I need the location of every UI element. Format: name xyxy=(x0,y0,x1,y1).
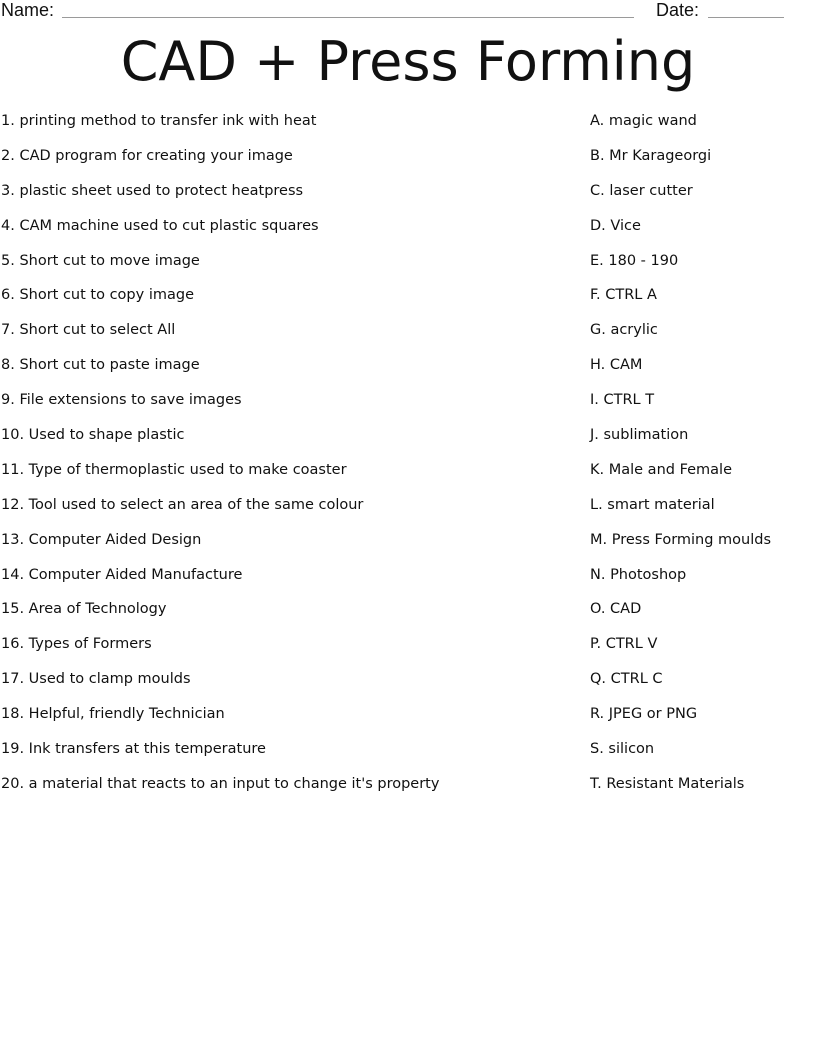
matching-row xyxy=(0,564,816,599)
matching-row xyxy=(0,633,816,668)
matching-row xyxy=(0,529,816,564)
clue-text: 2. CAD program for creating your image xyxy=(1,147,293,164)
worksheet-header xyxy=(0,0,816,22)
answer-option: I. CTRL T xyxy=(590,392,655,409)
answer-option: S. silicon xyxy=(590,741,655,758)
clue-text: 14. Computer Aided Manufacture xyxy=(1,566,243,583)
clue-text: 16. Types of Formers xyxy=(1,636,152,653)
clue-text: 15. Area of Technology xyxy=(1,601,167,618)
clue-text: 11. Type of thermoplastic used to make coaster xyxy=(1,461,347,478)
matching-row xyxy=(0,354,816,389)
answer-option: E. 180 - 190 xyxy=(590,252,679,269)
answer-option: D. Vice xyxy=(590,217,641,234)
matching-row xyxy=(0,459,816,494)
answer-option: G. acrylic xyxy=(590,322,658,339)
clue-text: 4. CAM machine used to cut plastic squares xyxy=(1,217,319,234)
answer-option: M. Press Forming moulds xyxy=(590,531,772,548)
matching-row xyxy=(0,668,816,703)
matching-list xyxy=(0,110,816,808)
answer-option: O. CAD xyxy=(590,601,642,618)
matching-row xyxy=(0,389,816,424)
answer-option: P. CTRL V xyxy=(590,636,658,653)
answer-option: Q. CTRL C xyxy=(590,671,663,688)
clue-text: 5. Short cut to move image xyxy=(1,252,200,269)
answer-option: B. Mr Karageorgi xyxy=(590,147,712,164)
matching-row xyxy=(0,773,816,808)
answer-option: L. smart material xyxy=(590,496,715,513)
clue-text: 18. Helpful, friendly Technician xyxy=(1,706,225,723)
answer-option: R. JPEG or PNG xyxy=(590,706,698,723)
answer-option: K. Male and Female xyxy=(590,461,732,478)
worksheet-title: CAD + Press Forming xyxy=(120,30,696,93)
clue-text: 17. Used to clamp moulds xyxy=(1,671,191,688)
clue-text: 9. File extensions to save images xyxy=(1,392,242,409)
matching-row xyxy=(0,180,816,215)
answer-option: A. magic wand xyxy=(590,113,697,129)
name-blank-line xyxy=(62,17,634,18)
clue-text: 12. Tool used to select an area of the same colour xyxy=(1,496,364,513)
clue-text: 6. Short cut to copy image xyxy=(1,287,194,304)
matching-row xyxy=(0,738,816,773)
answer-option: C. laser cutter xyxy=(590,182,693,199)
matching-row xyxy=(0,145,816,180)
matching-row xyxy=(0,598,816,633)
matching-row xyxy=(0,703,816,738)
date-blank-line xyxy=(708,17,784,18)
answer-option: H. CAM xyxy=(590,357,643,374)
answer-option: N. Photoshop xyxy=(590,566,687,583)
matching-row xyxy=(0,110,816,145)
matching-row xyxy=(0,250,816,285)
clue-text: 7. Short cut to select All xyxy=(1,322,176,339)
clue-text: 13. Computer Aided Design xyxy=(1,531,202,548)
answer-option: T. Resistant Materials xyxy=(590,775,745,792)
answer-option: F. CTRL A xyxy=(590,287,657,304)
matching-row xyxy=(0,284,816,319)
name-label: Name: xyxy=(1,0,55,20)
clue-text: 19. Ink transfers at this temperature xyxy=(1,741,266,758)
clue-text: 10. Used to shape plastic xyxy=(1,427,185,444)
answer-option: J. sublimation xyxy=(590,427,689,444)
clue-text: 3. plastic sheet used to protect heatpress xyxy=(1,182,304,199)
date-label: Date: xyxy=(656,0,700,20)
clue-text: 20. a material that reacts to an input to change it's property xyxy=(1,775,440,792)
clue-text: 8. Short cut to paste image xyxy=(1,357,200,374)
matching-row xyxy=(0,215,816,250)
matching-row xyxy=(0,424,816,459)
clue-text: 1. printing method to transfer ink with heat xyxy=(1,113,317,129)
matching-row xyxy=(0,319,816,354)
matching-row xyxy=(0,494,816,529)
